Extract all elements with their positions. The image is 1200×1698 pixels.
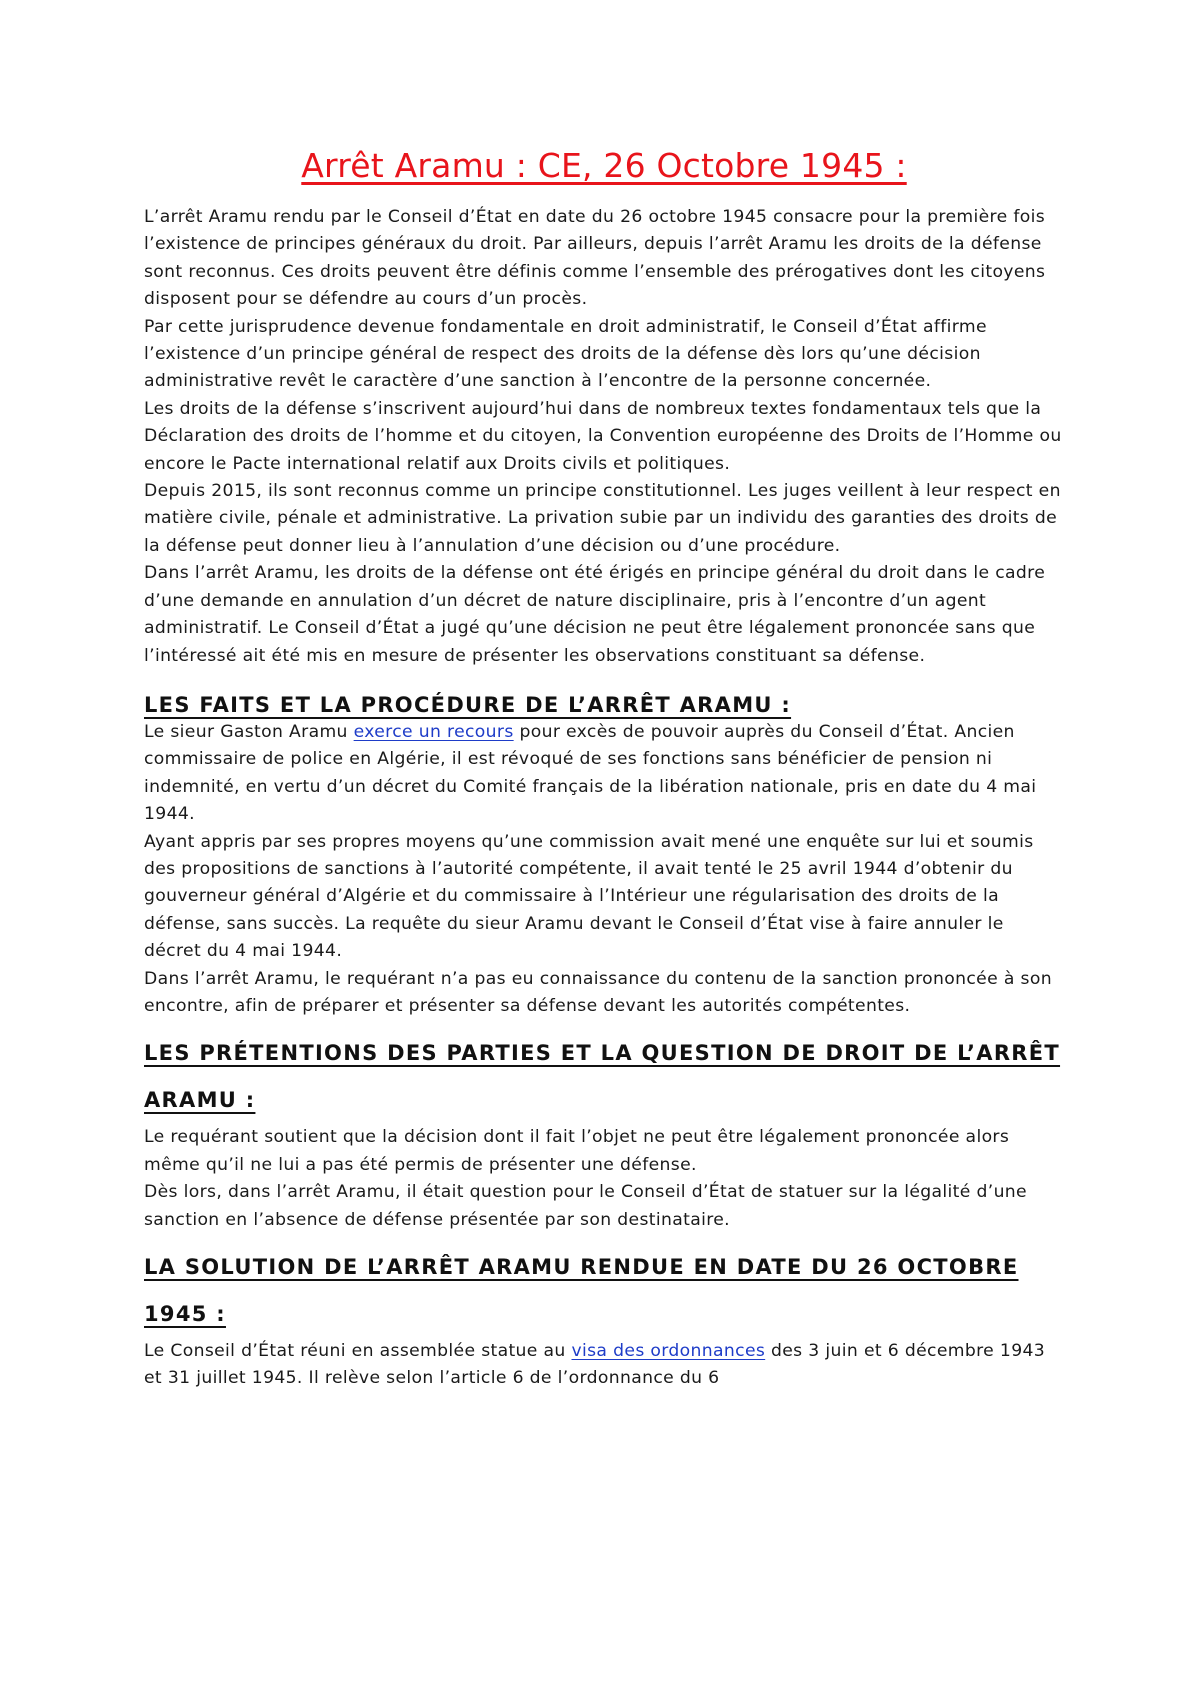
faits-paragraph-1	[144, 719, 1064, 829]
intro-paragraph-4: Depuis 2015, ils sont reconnus comme un principe constitutionnel. Les juges veillent à leur respect en matière civile, pénale et administrative. La privation subie par un individu des garanties des droits de la défense peut donner lieu à l’annulation d’une décision ou d’une procédure.	[144, 481, 1061, 556]
intro-paragraph-1: L’arrêt Aramu rendu par le Conseil d’État en date du 26 octobre 1945 consacre pour la première fois l’existence de principes généraux du droit. Par ailleurs, depuis l’arrêt Aramu les droits de la défense sont reconnus. Ces droits peuvent être définis comme l’ensemble des prérogatives dont les citoyens disposent pour se défendre au cours d’un procès.	[144, 207, 1046, 310]
intro-paragraph-3: Les droits de la défense s’inscrivent aujourd’hui dans de nombreux textes fondamentaux tels que la Déclaration des droits de l’homme et du citoyen, la Convention européenne des Droits de l’Homme ou encore le Pacte international relatif aux Droits civils et politiques.	[144, 398, 1062, 474]
exerce-un-recours-link[interactable]: exerce un recours	[353, 721, 514, 742]
faits-paragraph-2: Ayant appris par ses propres moyens qu’une commission avait mené une enquête sur lui et soumis des propositions de sanctions à l’autorité compétente, il avait tenté le 25 avril 1944 d’obtenir du gouverneur général d’Algérie et du commissaire à l’Intérieur une régularisation des droits de la défense, sans succès. La requête du sieur Aramu devant le Conseil d’État vise à faire annuler le décret du 4 mai 1944.	[144, 831, 1034, 962]
faits-paragraph-3: Dans l’arrêt Aramu, le requérant n’a pas eu connaissance du contenu de la sanction prononcée à son encontre, afin de préparer et présenter sa défense devant les autorités compétentes.	[144, 968, 1052, 1016]
section-heading-solution: LA SOLUTION DE L’ARRÊT ARAMU RENDUE EN DATE DU 26 OCTOBRE 1945 :	[144, 1255, 1019, 1326]
document-title: Arrêt Aramu : CE, 26 Octobre 1945 :	[301, 146, 907, 185]
faits-text-before-link: Le sieur Gaston Aramu	[144, 721, 354, 742]
section-heading-pretentions: LES PRÉTENTIONS DES PARTIES ET LA QUESTION DE DROIT DE L’ARRÊT ARAMU :	[144, 1041, 1061, 1113]
solution-text-after-link: des 3 juin et 6 décembre 1943 et 31 juillet 1945. Il relève selon l’article 6 de l’ordonnance du 6	[144, 1341, 1046, 1389]
intro-paragraph-5: Dans l’arrêt Aramu, les droits de la défense ont été érigés en principe général du droit dans le cadre d’une demande en annulation d’un décret de nature disciplinaire, pris à l’encontre d’un agent administratif. Le Conseil d’État a jugé qu’une décision ne peut être légalement prononcée sans que l’intéressé ait été mis en mesure de présenter les observations constituant sa défense.	[144, 563, 1046, 666]
solution-text-before-link: Le Conseil d’État réuni en assemblée statue au	[144, 1341, 572, 1361]
section-heading-faits: LES FAITS ET LA PROCÉDURE DE L’ARRÊT ARAMU :	[144, 692, 792, 717]
visa-des-ordonnances-link[interactable]: visa des ordonnances	[571, 1341, 766, 1361]
pretentions-paragraph-2: Dès lors, dans l’arrêt Aramu, il était question pour le Conseil d’État de statuer sur la légalité d’une sanction en l’absence de défense présentée par son destinataire.	[144, 1182, 1027, 1230]
document-page	[144, 146, 1064, 1393]
solution-paragraph-1	[144, 1338, 1064, 1393]
pretentions-paragraph-1: Le requérant soutient que la décision dont il fait l’objet ne peut être légalement prononcée alors même qu’il ne lui a pas été permis de présenter une défense.	[144, 1127, 1010, 1175]
faits-text-after-link: pour excès de pouvoir auprès du Conseil d’État. Ancien commissaire de police en Algérie, il est révoqué de ses fonctions sans bénéficier de pension ni indemnité, en vertu d’un décret du Comité français de la libération nationale, pris en date du 4 mai 1944.	[144, 721, 1037, 825]
intro-paragraph-2: Par cette jurisprudence devenue fondamentale en droit administratif, le Conseil d’État affirme l’existence d’un principe général de respect des droits de la défense dès lors qu’une décision administrative revêt le caractère d’une sanction à l’encontre de la personne concernée.	[144, 316, 987, 392]
